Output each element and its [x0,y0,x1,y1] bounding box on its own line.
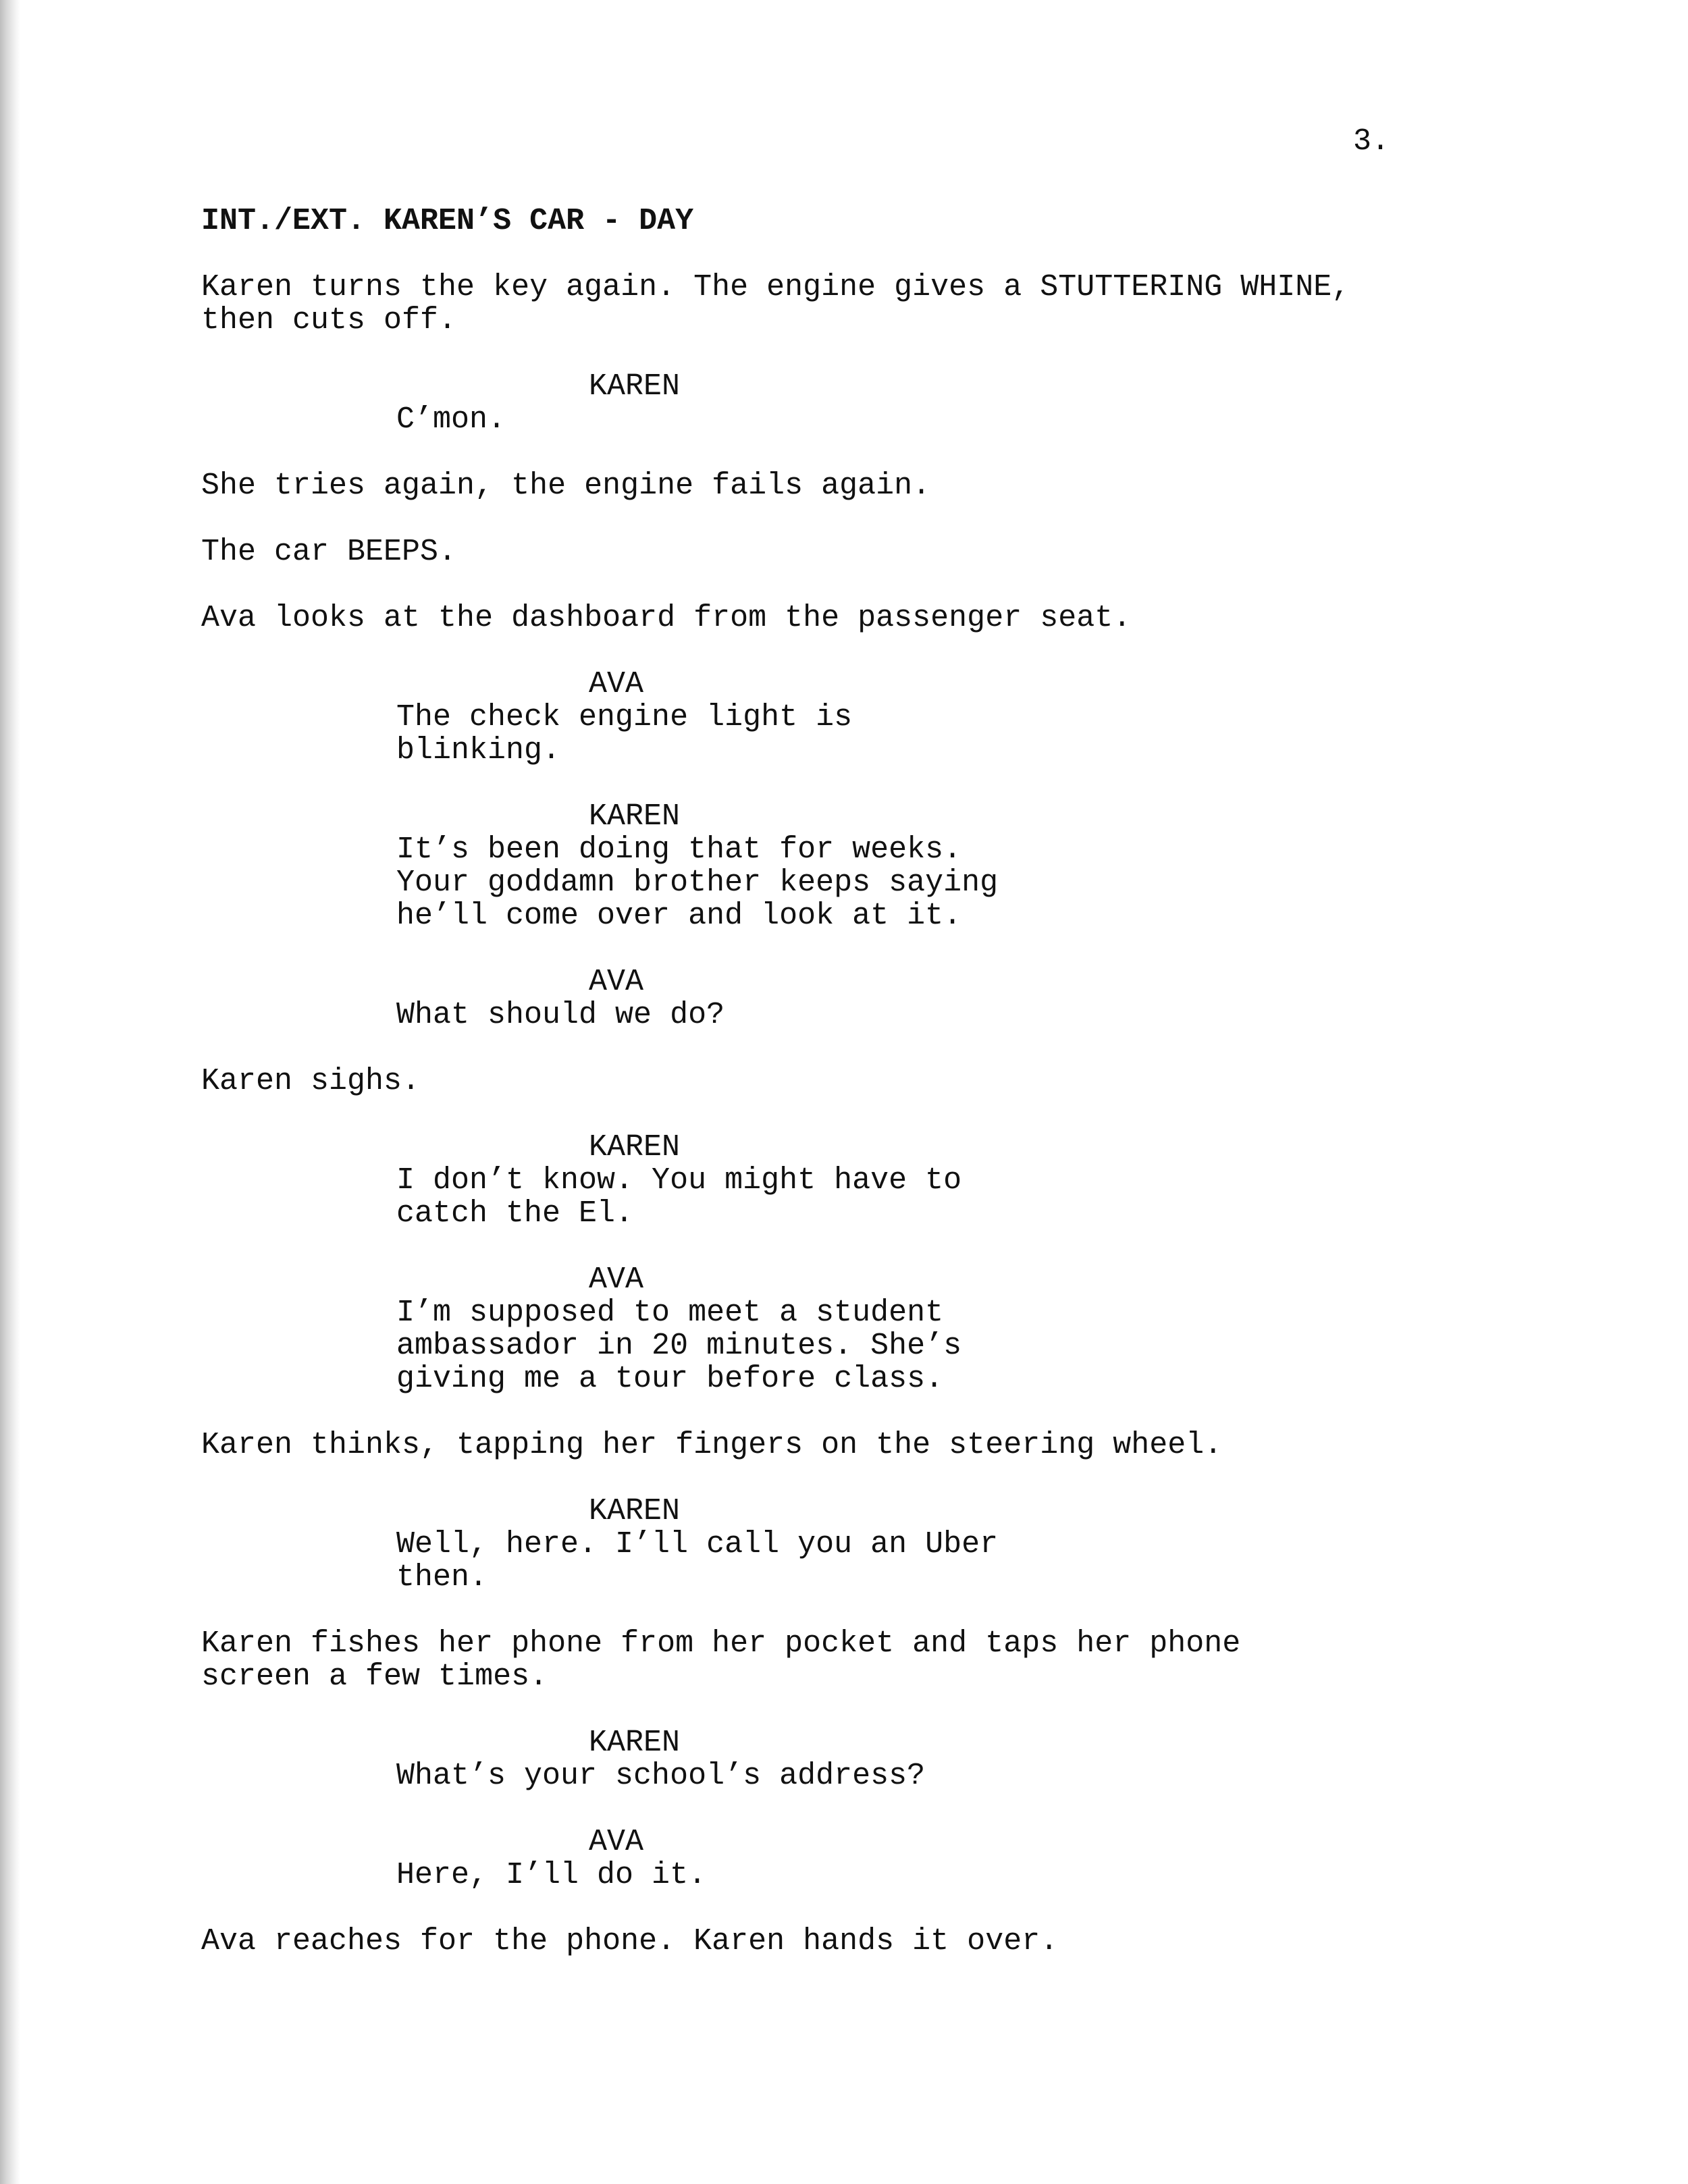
action-line [201,535,1484,568]
character-name: KAREN [589,1494,681,1528]
text-line: Here, I’ll do it. [396,1858,707,1892]
text-line: catch the El. [396,1196,634,1231]
text-line: then cuts off. [201,303,457,338]
dialogue-line [396,1759,1072,1792]
action-line [201,469,1484,502]
text-line: Your goddamn brother keeps saying [396,865,999,900]
dialogue-line [396,403,1072,436]
text-line: Karen fishes her phone from her pocket and taps her phone [201,1626,1241,1661]
character-name: KAREN [589,799,681,834]
action-line [201,1925,1484,1958]
text-line: then. [396,1560,488,1595]
text-line: Karen thinks, tapping her fingers on the steering wheel. [201,1428,1223,1462]
text-line: What’s your school’s address? [396,1759,926,1793]
text-line: screen a few times. [201,1659,548,1694]
text-line: giving me a tour before class. [396,1362,944,1396]
text-line: What should we do? [396,998,725,1032]
character-name: KAREN [589,1726,681,1760]
text-line: ambassador in 20 minutes. She’s [396,1329,962,1363]
text-line: Ava reaches for the phone. Karen hands it over. [201,1924,1059,1959]
text-line: Karen sighs. [201,1064,421,1098]
text-line: Ava looks at the dashboard from the passenger seat. [201,601,1132,635]
text-line: I don’t know. You might have to [396,1163,962,1198]
character-name: AVA [589,667,644,701]
action-line [201,1429,1484,1462]
dialogue-line [396,833,1072,932]
text-line: C’mon. [396,402,506,437]
character-name: AVA [589,1825,644,1859]
page-number: 3. [1353,124,1390,159]
dialogue-line [396,1296,1072,1395]
text-line: blinking. [396,733,561,768]
text-line: he’ll come over and look at it. [396,899,962,933]
text-line: She tries again, the engine fails again. [201,469,931,503]
text-line: Well, here. I’ll call you an Uber [396,1527,999,1562]
action-line [201,1065,1484,1098]
script-blocks [201,271,1484,1958]
text-line: I’m supposed to meet a student [396,1296,944,1330]
character-name: KAREN [589,369,681,404]
text-line: It’s been doing that for weeks. [396,832,962,867]
text-line: The car BEEPS. [201,535,457,569]
dialogue-line [396,1859,1072,1892]
character-name: AVA [589,965,644,999]
action-line [201,602,1484,635]
dialogue-line [396,1164,1072,1230]
scene-heading: INT./EXT. KAREN’S CAR - DAY [201,204,694,238]
dialogue-line [396,1528,1072,1594]
action-line [201,271,1484,337]
dialogue-line [396,701,1072,767]
action-line [201,1627,1484,1693]
script-content [201,205,1484,1991]
dialogue-line [396,998,1072,1032]
text-line: The check engine light is [396,700,853,735]
text-line: Karen turns the key again. The engine gives a STUTTERING WHINE, [201,270,1350,304]
character-name: AVA [589,1262,644,1297]
character-name: KAREN [589,1130,681,1165]
